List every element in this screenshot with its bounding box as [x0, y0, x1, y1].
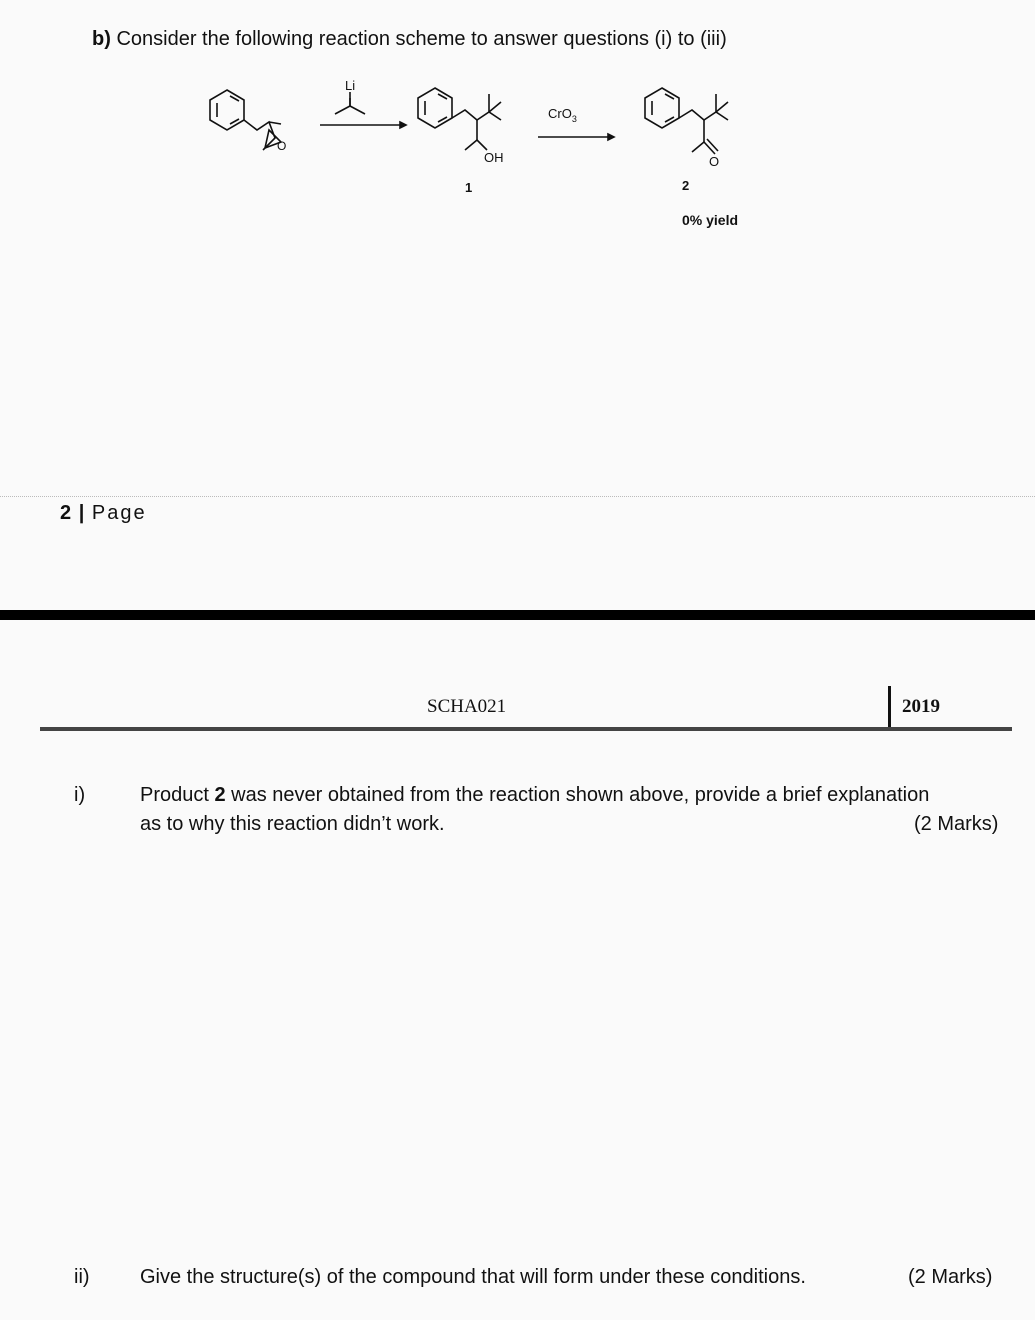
question-b-heading [92, 28, 727, 51]
course-code: SCHA021 [427, 696, 507, 717]
alkyl-chain-product-1 [452, 110, 501, 120]
question-b-label: b) [92, 28, 111, 50]
page-footer [60, 502, 147, 525]
alkyl-chain-product-2 [679, 110, 728, 120]
carbonyl-bond-a [704, 142, 715, 154]
tert-butyllithium-structure [335, 92, 365, 114]
question-i-line-2: as to why this reaction didn’t work. [140, 813, 445, 835]
exam-year: 2019 [902, 696, 940, 717]
reaction-scheme [195, 70, 755, 240]
reagent-2-main: CrO [548, 106, 572, 121]
header-rule [40, 727, 1012, 731]
question-ii-marks: (2 Marks) [908, 1266, 993, 1288]
reagent-2-subscript: 3 [571, 114, 577, 124]
page-divider [0, 496, 1035, 497]
product-2-branch-2 [716, 102, 728, 112]
question-ii-text: Give the structure(s) of the compound that will form under these conditions. [140, 1266, 806, 1288]
benzene-ring-product-2 [645, 88, 679, 128]
benzene-ring-product-1 [418, 88, 452, 128]
methyl-product-2 [692, 142, 704, 152]
c-oh-bond [477, 140, 487, 150]
compound-1-label: 1 [465, 180, 473, 195]
benzene-ring-start [210, 90, 244, 130]
carbonyl-bond-b [707, 139, 718, 151]
tert-butyl-branch-2 [489, 102, 501, 112]
question-i-text-after: was never obtained from the reaction shown above, provide a brief explanation [225, 784, 930, 806]
methyl-start [269, 122, 281, 124]
question-i-bold-product: 2 [214, 784, 226, 806]
reaction-arrow-2-head [608, 134, 614, 140]
question-i-text-before: Product [140, 784, 215, 806]
header-separator [888, 686, 891, 730]
question-b-text: Consider the following reaction scheme to answer questions (i) to (iii) [116, 28, 727, 50]
scan-page-break [0, 610, 1035, 620]
ketone-oxygen-label: O [709, 154, 720, 169]
question-i-line-1 [140, 781, 1010, 810]
reagent-2-label [548, 106, 577, 124]
reaction-arrow-1-head [400, 122, 406, 128]
question-i-marks: (2 Marks) [914, 813, 999, 835]
yield-label: 0% yield [682, 212, 739, 228]
methyl-product-1 [465, 140, 477, 150]
compound-2-label: 2 [682, 178, 690, 193]
page-separator: | [78, 502, 85, 524]
page-word: Page [91, 502, 147, 524]
question-i-text [140, 781, 1010, 839]
epoxide-oxygen-label: O [277, 139, 287, 153]
reagent-1-label: Li [345, 78, 356, 93]
question-i-label: i) [74, 784, 86, 806]
page-number: 2 [60, 502, 72, 524]
hydroxyl-label: OH [484, 150, 504, 165]
question-ii-label: ii) [74, 1266, 90, 1288]
